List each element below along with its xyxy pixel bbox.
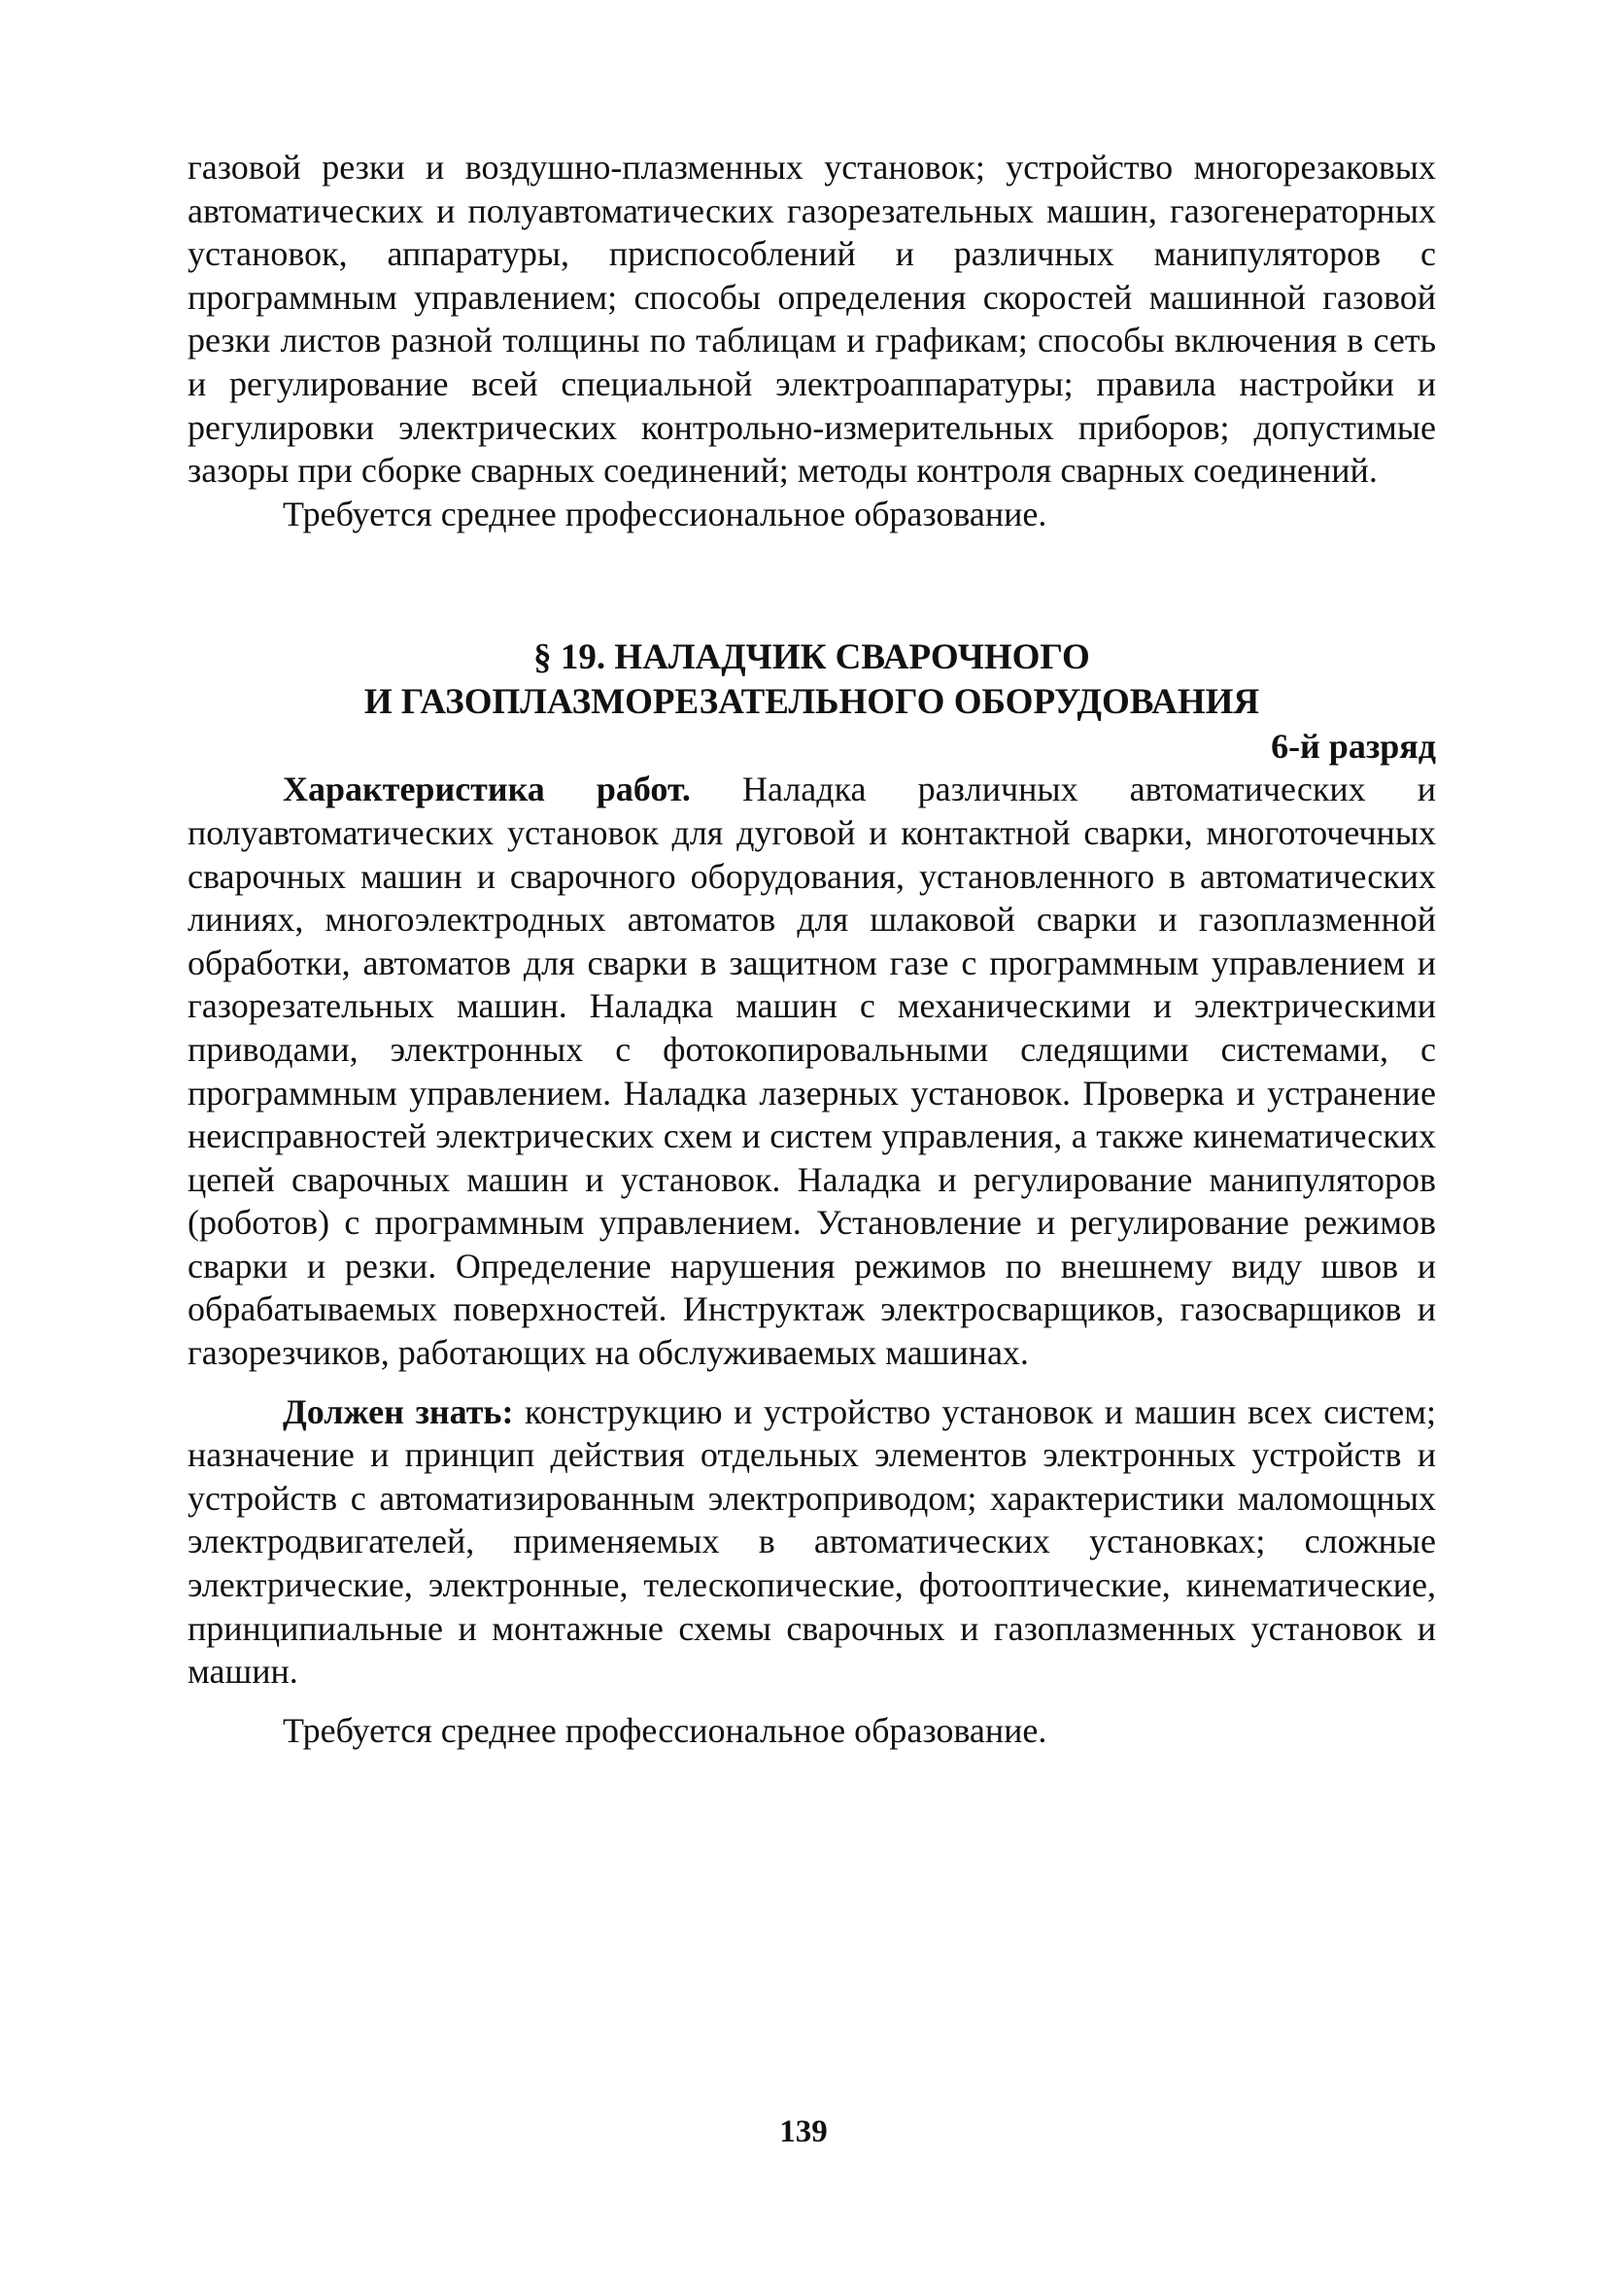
- section-title-line-2: И ГАЗОПЛАЗМОРЕЗАТЕЛЬНОГО ОБОРУДОВАНИЯ: [363, 682, 1260, 723]
- section-heading: [188, 635, 1436, 725]
- required-knowledge-label: Должен знать:: [283, 1391, 514, 1431]
- document-page: [188, 146, 1436, 1752]
- required-knowledge-text: конструкцию и устройство установок и машин всех систем; назначение и принцип действия отдельных элементов электронных устройств и устройств с автоматизированным электроприводом; характеристики маломощных электродвигателей, применяемых в автоматических установках; сложные электрические, электронные, телескопические, фотооптические, кинематические, принципиальные и монтажные схемы сварочных и газоплазменных установок и машин.: [188, 1391, 1437, 1692]
- work-characteristics-paragraph: [188, 768, 1436, 1374]
- section-title-line-1: § 19. НАЛАДЧИК СВАРОЧНОГО: [533, 637, 1090, 678]
- section-education: Требуется среднее профессиональное образование.: [283, 1710, 1047, 1750]
- grade-label: 6-й разряд: [1271, 727, 1436, 767]
- required-knowledge-paragraph: [188, 1390, 1436, 1694]
- continuation-education: Требуется среднее профессиональное образование.: [283, 494, 1047, 533]
- continuation-paragraph: газовой резки и воздушно-плазменных установок; устройство многорезаковых автоматических и полуавтоматических газорезательных машин, газогенераторных установок, аппаратуры, приспособлений и различных манипуляторов с программным управлением; способы определения скоростей машинной газовой резки листов разной толщины по таблицам и графикам; способы включения в сеть и регулирование всей специальной электроаппаратуры; правила настройки и регулировки электрических контрольно-измерительных приборов; допустимые зазоры при сборке сварных соединений; методы контроля сварных соединений.: [188, 148, 1436, 491]
- page-number: 139: [779, 2114, 828, 2149]
- work-characteristics-label: Характеристика работ.: [283, 770, 691, 809]
- work-characteristics-text: Наладка различных автоматических и полуавтоматических установок для дуговой и контактной сварки, многоточечных сварочных машин и сварочного оборудования, установленного в автоматических линиях, многоэлектродных автоматов для шлаковой сварки и газоплазменной обработки, автоматов для сварки в защитном газе с программным управлением и газорезательных машин. Наладка машин с механическими и электрическими приводами, электронных с фотокопировальными следящими системами, с программным управлением. Наладка лазерных установок. Проверка и устранение неисправностей электрических схем и систем управления, а также кинематических цепей сварочных машин и установок. Наладка и регулирование манипуляторов (роботов) с программным управлением. Установление и регулирование режимов сварки и резки. Определение нарушения режимов по внешнему виду швов и обрабатываемых поверхностей. Инструктаж электросварщиков, газосварщиков и газорезчиков, работающих на обслуживаемых машинах.: [188, 770, 1436, 1373]
